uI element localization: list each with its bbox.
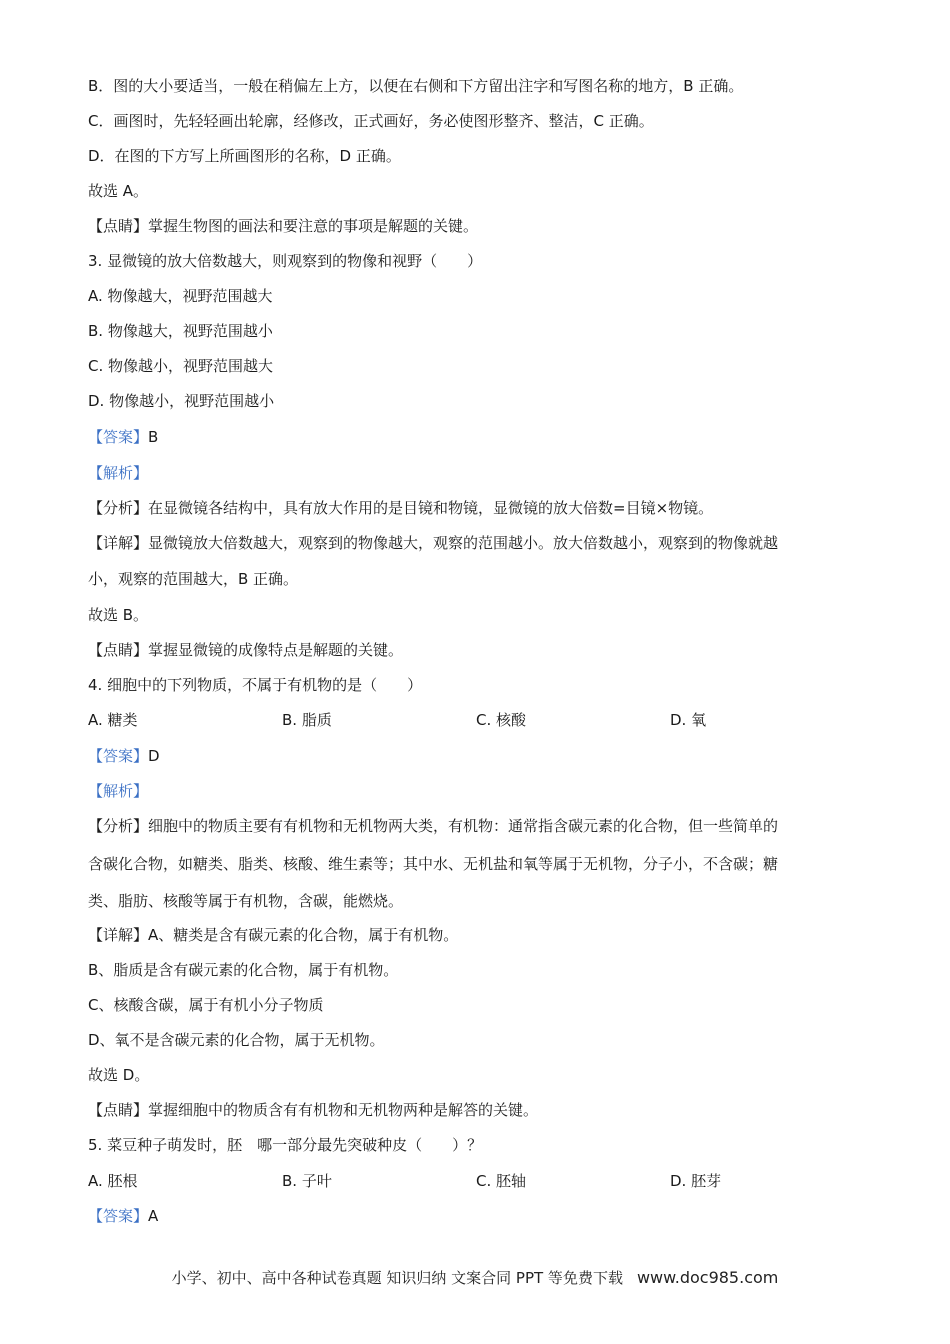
question-3-option-a: A. 物像越大，视野范围越大: [88, 287, 273, 305]
question-4-analysis-line-1: 【分析】细胞中的物质主要有有机物和无机物两大类，有机物：通常指含碳元素的化合物，但一些简单的: [88, 817, 779, 835]
question-5-option-d: D. 胚芽: [670, 1172, 722, 1190]
question-5-stem: 5. 菜豆种子萌发时，胚 哪一部分最先突破种皮（ ）？: [88, 1136, 483, 1154]
question-4-choice: 故选 D。: [88, 1066, 150, 1084]
question-4-option-d: D. 氧: [670, 711, 707, 729]
footer-url[interactable]: www.doc985.com: [636, 1268, 779, 1287]
question-4-detail-line-4: D、氧不是含碳元素的化合物，属于无机物。: [88, 1031, 385, 1049]
key-point: 【点睛】掌握生物图的画法和要注意的事项是解题的关键。: [88, 217, 479, 235]
question-3-analysis: 【分析】在显微镜各结构中，具有放大作用的是目镜和物镜，显微镜的放大倍数=目镜×物镜。: [88, 499, 714, 517]
question-5-answer: [88, 1206, 158, 1226]
question-3-answer: [88, 427, 158, 447]
question-4-stem: 4. 细胞中的下列物质，不属于有机物的是（ ）: [88, 676, 423, 694]
answer-value: D: [148, 747, 160, 765]
answer-tag: 【答案】: [88, 428, 149, 446]
question-3-key-point: 【点睛】掌握显微镜的成像特点是解题的关键。: [88, 641, 404, 659]
answer-tag: 【答案】: [88, 1207, 149, 1225]
question-4-analysis-tag: 【解析】: [88, 782, 149, 800]
question-5-option-a: A. 胚根: [88, 1172, 138, 1190]
question-4-option-c: C. 核酸: [476, 711, 527, 729]
option-c-explanation: C．画图时，先轻轻画出轮廓，经修改，正式画好，务必使图形整齐、整洁，C 正确。: [88, 112, 654, 130]
answer-tag: 【答案】: [88, 747, 149, 765]
choice-conclusion: 故选 A。: [88, 182, 149, 200]
question-5-option-b: B. 子叶: [282, 1172, 332, 1190]
question-4-detail-line-1: 【详解】A、糖类是含有碳元素的化合物，属于有机物。: [88, 926, 459, 944]
question-4-option-b: B. 脂质: [282, 711, 332, 729]
question-3-option-d: D. 物像越小，视野范围越小: [88, 392, 275, 410]
question-3-detail-line-2: 小，观察的范围越大，B 正确。: [88, 570, 299, 588]
option-d-explanation: D．在图的下方写上所画图形的名称，D 正确。: [88, 147, 401, 165]
question-4-option-a: A. 糖类: [88, 711, 138, 729]
question-4-analysis-line-3: 类、脂肪、核酸等属于有机物，含碳，能燃烧。: [88, 892, 404, 910]
question-5-option-c: C. 胚轴: [476, 1172, 527, 1190]
question-3-option-b: B. 物像越大，视野范围越小: [88, 322, 273, 340]
question-4-answer: [88, 746, 160, 766]
question-3-choice: 故选 B。: [88, 606, 149, 624]
question-3-stem: 3. 显微镜的放大倍数越大，则观察到的物像和视野（ ）: [88, 252, 483, 270]
footer-text: 小学、初中、高中各种试卷真题 知识归纳 文案合同 PPT 等免费下载: [171, 1269, 623, 1287]
question-4-analysis-line-2: 含碳化合物，如糖类、脂类、核酸、维生素等；其中水、无机盐和氧等属于无机物，分子小，不含碳；糖: [88, 855, 779, 873]
question-3-option-c: C. 物像越小，视野范围越大: [88, 357, 274, 375]
question-4-key-point: 【点睛】掌握细胞中的物质含有有机物和无机物两种是解答的关键。: [88, 1101, 539, 1119]
question-3-analysis-tag: 【解析】: [88, 464, 149, 482]
question-4-detail-line-3: C、核酸含碳，属于有机小分子物质: [88, 996, 324, 1014]
answer-value: B: [148, 428, 159, 446]
page-footer: [0, 1268, 950, 1288]
answer-value: A: [148, 1207, 159, 1225]
question-3-detail-line-1: 【详解】显微镜放大倍数越大，观察到的物像越大，观察的范围越小。放大倍数越小，观察到的物像就越: [88, 534, 779, 552]
question-4-detail-line-2: B、脂质是含有碳元素的化合物，属于有机物。: [88, 961, 399, 979]
option-b-explanation: B．图的大小要适当，一般在稍偏左上方，以便在右侧和下方留出注字和写图名称的地方，B 正确。: [88, 77, 744, 95]
